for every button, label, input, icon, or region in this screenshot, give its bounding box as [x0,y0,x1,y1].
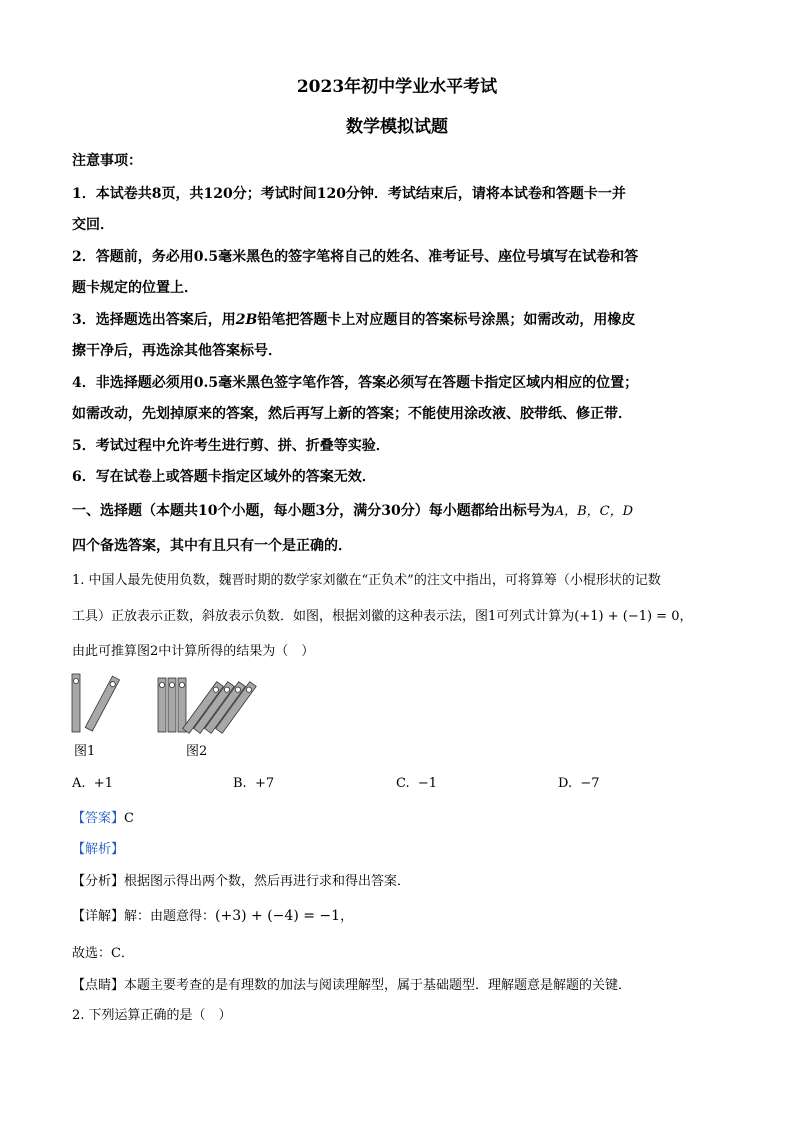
answer-tag: 【答案】 [72,811,125,826]
pencil-grade: 2B [235,312,258,328]
notice-item-5: 5．考试过程中允许考生进行剪、拼、折叠等实验． [72,438,390,454]
q1-answer: 【答案】C [72,811,134,826]
fig1-slanted-rod [85,676,119,731]
q1-choice: 故选：C． [72,946,134,961]
q1-stem-line-2: 工具）正放表示正数，斜放表示负数．如图，根据刘徽的这种表示法，图1可列式计算为(+1) + (−1) = 0， [72,609,693,624]
figure-1-label: 图1 [74,744,96,759]
figure-2-label: 图2 [186,744,208,759]
notice-item-1: 1．本试卷共8页，共120分；考试时间120分钟．考试结束后，请将本试卷和答题卡一并 [72,186,626,202]
fig2-upright-rod [178,678,186,732]
q2-stem: 2. 下列运算正确的是（ ） [72,1008,232,1023]
q1-stem-line-3: 由此可推算图2中计算所得的结果为（ ） [72,644,315,659]
exam-subtitle: 数学模拟试题 [346,117,448,137]
q1-analysis-tag: 【解析】 [72,842,125,857]
q1-solution-formula: (+3) + (−4) = −1 [215,908,341,924]
counting-rods-figure [68,672,278,736]
notice-item-4-cont: 如需改动，先划掉原来的答案，然后再写上新的答案；不能使用涂改液、胶带纸、修正带． [72,406,632,422]
q1-fenxi: 【分析】根据图示得出两个数，然后再进行求和得出答案． [72,874,411,889]
q1-stem-line-1: 1. 中国人最先使用负数，魏晋时期的数学家刘徽在“正负术”的注文中指出，可将算筹（小棍形状的记数 [72,573,661,588]
notice-item-3-cont: 擦干净后，再选涂其他答案标号． [72,343,282,359]
notice-item-6: 6．写在试卷上或答题卡指定区域外的答案无效． [72,469,376,485]
exam-title: 2023年初中学业水平考试 [296,77,498,97]
notice-item-3: 3．选择题选出答案后，用2B铅笔把答题卡上对应题目的答案标号涂黑；如需改动，用橡皮 [72,312,636,328]
q1-option-d: D. −7 [558,776,600,791]
fig2-upright-rod [158,678,166,732]
q1-option-c: C. −1 [396,776,438,791]
notice-item-4: 4．非选择题必须用0.5毫米黑色签字笔作答，答案必须写在答题卡指定区域内相应的位置； [72,375,639,391]
q1-option-b: B. +7 [233,776,275,791]
notice-item-2-cont: 题卡规定的位置上． [72,280,198,296]
option-letters: A，B，C，D [554,504,634,519]
q1-dianjing: 【点睛】本题主要考查的是有理数的加法与阅读理解型，属于基础题型．理解题意是解题的关键． [72,978,632,993]
notice-item-2: 2．答题前，务必用0.5毫米黑色的签字笔将自己的姓名、准考证号、座位号填写在试卷和答 [72,249,639,265]
section-heading-cont: 四个备选答案，其中有且只有一个是正确的． [72,538,352,554]
notice-heading: 注意事项： [72,153,142,169]
fig2-upright-rod [168,678,176,732]
q1-formula: (+1) + (−1) = 0 [574,609,680,624]
q1-xiangjie: 【详解】解：由题意得：(+3) + (−4) = −1， [72,908,354,924]
section-heading: 一、选择题（本题共10个小题，每小题3分，满分30分）每小题都给出标号为A，B，C，D [72,503,634,519]
notice-item-1-cont: 交回． [72,217,114,233]
q1-option-a: A. +1 [72,776,113,791]
fig1-upright-rod [72,674,80,732]
